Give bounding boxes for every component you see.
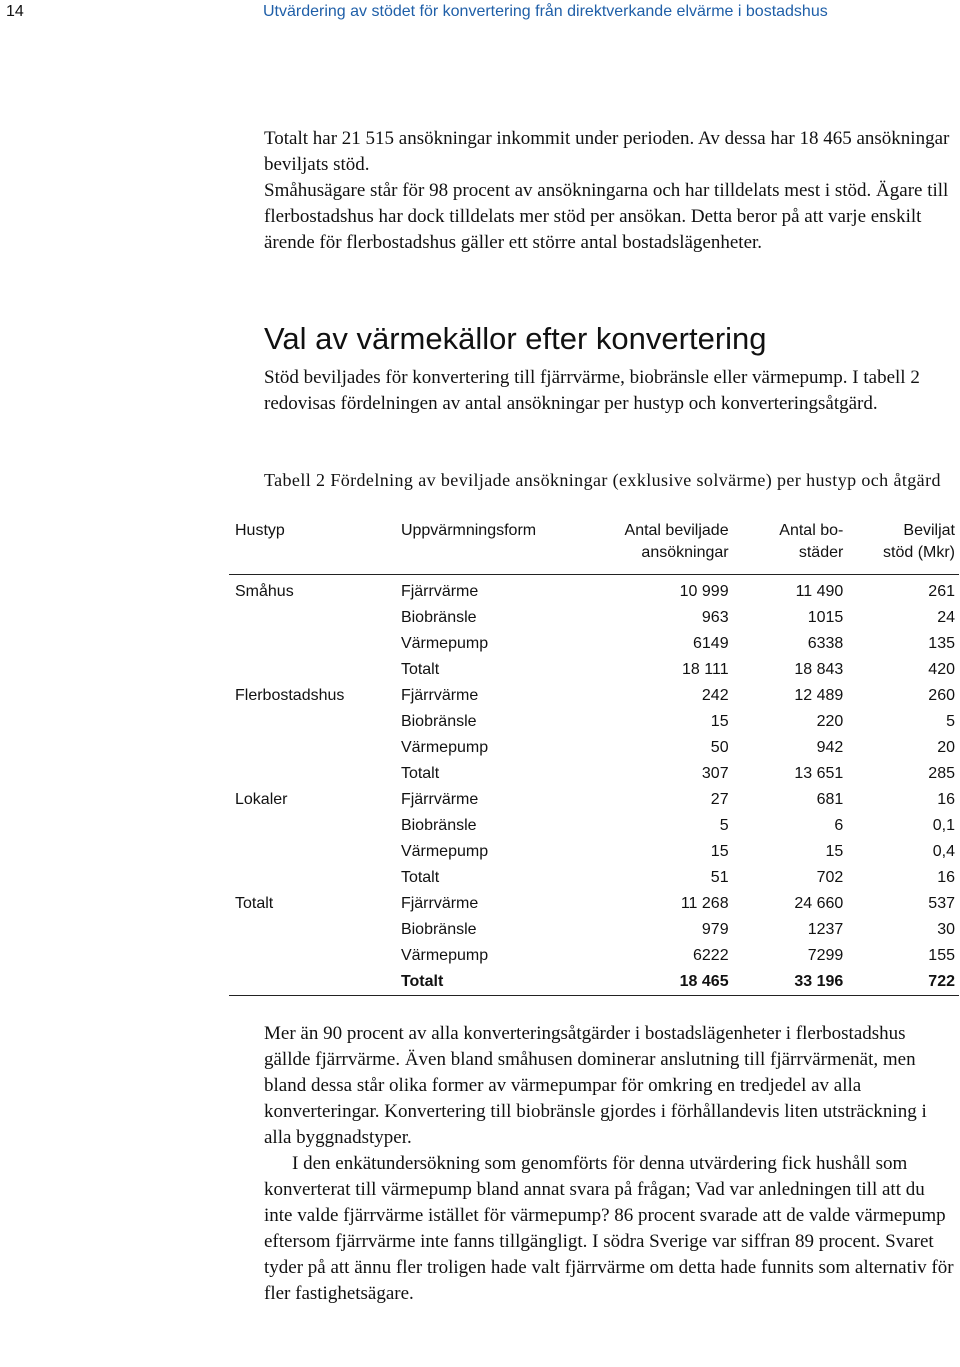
table-row (229, 657, 959, 683)
cell-hustyp (229, 839, 395, 865)
cell-stod: 16 (937, 791, 955, 808)
cell-form: Fjärrvärme (400, 791, 479, 808)
header-line: ansökningar (641, 544, 729, 561)
cell-hustyp (229, 761, 395, 787)
table-body (229, 575, 959, 996)
cell-stod: 420 (928, 661, 955, 678)
cell-stod: 155 (928, 947, 955, 964)
section-text: Stöd beviljades för konvertering till fjärrvärme, biobränsle eller värmepump. I tabell 2 redovisas fördelningen av antal ansökningar per hustyp och konverteringsåtgärd. (264, 367, 920, 414)
cell-antal: 963 (701, 609, 729, 626)
header-beviljat-stod (847, 520, 959, 575)
cell-bostader: 13 651 (794, 765, 844, 782)
cell-hustyp (229, 735, 395, 761)
cell-antal: 979 (701, 921, 729, 938)
cell-hustyp (229, 813, 395, 839)
cell-bostader: 11 490 (795, 583, 844, 600)
cell-stod: 537 (928, 895, 955, 912)
running-header: Utvärdering av stödet för konvertering från direktverkande elvärme i bostadshus (263, 3, 828, 20)
cell-stod: 135 (928, 635, 955, 652)
cell-antal: 10 999 (679, 583, 729, 600)
table-row (229, 865, 959, 891)
cell-form: Totalt (400, 765, 440, 782)
cell-hustyp (229, 657, 395, 683)
cell-stod: 5 (946, 713, 955, 730)
cell-bostader: 1015 (807, 609, 844, 626)
cell-antal: 5 (719, 817, 729, 834)
table-header-row (229, 520, 959, 575)
cell-form: Biobränsle (400, 713, 477, 730)
table-row (229, 787, 959, 813)
cell-form: Biobränsle (400, 921, 477, 938)
cell-stod: 30 (937, 921, 955, 938)
table-row (229, 943, 959, 969)
cell-bostader: 220 (816, 713, 844, 730)
header-line: Antal beviljade (624, 522, 729, 539)
cell-stod: 260 (928, 687, 955, 704)
cell-bostader: 6338 (807, 635, 844, 652)
closing-text (264, 1021, 954, 1307)
table-row (229, 631, 959, 657)
paragraph: Småhusägare står för 98 procent av ansökningarna och har tilldelats mest i stöd. Ägare till flerbostadshus har dock tilldelats mer stöd per ansökan. Detta beror på att varje enskilt ärende för flerbostadshus gäller ett större antal bostadslägenheter. (264, 180, 949, 253)
cell-hustyp: Flerbostadshus (235, 687, 345, 704)
header-uppvarmningsform: Uppvärmningsform (400, 522, 537, 539)
cell-form: Värmepump (400, 635, 489, 652)
table-row (229, 683, 959, 709)
cell-bostader: 24 660 (794, 895, 844, 912)
table-row (229, 839, 959, 865)
cell-form: Värmepump (400, 947, 489, 964)
cell-form: Totalt (400, 973, 444, 990)
header-line: Beviljat (903, 522, 955, 539)
cell-bostader: 942 (816, 739, 844, 756)
cell-form: Totalt (400, 661, 440, 678)
table-row (229, 709, 959, 735)
cell-antal: 18 465 (679, 973, 729, 990)
cell-hustyp (229, 631, 395, 657)
cell-hustyp (229, 865, 395, 891)
header-antal-ansokningar (581, 520, 732, 575)
cell-antal: 18 111 (682, 661, 729, 678)
cell-stod: 0,4 (932, 843, 955, 860)
data-table (229, 520, 959, 996)
header-line: Antal bo- (779, 522, 844, 539)
cell-form: Fjärrvärme (400, 895, 479, 912)
cell-hustyp (229, 943, 395, 969)
section-heading: Val av värmekällor efter konvertering (264, 321, 767, 356)
cell-form: Biobränsle (400, 609, 477, 626)
cell-stod: 24 (937, 609, 955, 626)
cell-hustyp: Lokaler (235, 791, 288, 808)
cell-bostader: 33 196 (794, 973, 844, 990)
table-row (229, 605, 959, 631)
cell-bostader: 6 (834, 817, 844, 834)
table-row (229, 813, 959, 839)
cell-bostader: 15 (825, 843, 844, 860)
header-line: städer (798, 544, 844, 561)
cell-antal: 307 (701, 765, 729, 782)
cell-stod: 20 (937, 739, 955, 756)
cell-bostader: 681 (816, 791, 844, 808)
cell-hustyp (229, 605, 395, 631)
paragraph: Totalt har 21 515 ansökningar inkommit under perioden. Av dessa har 18 465 ansökningar beviljats stöd. (264, 128, 950, 175)
cell-form: Fjärrvärme (400, 583, 479, 600)
cell-stod: 285 (928, 765, 955, 782)
cell-form: Fjärrvärme (400, 687, 479, 704)
paragraph: Mer än 90 procent av alla konverteringsåtgärder i bostadslägenheter i flerbostadshus gällde fjärrvärme. Även bland småhusen dominerar anslutning till fjärrvärmenät, men bland dessa står olika former av värmepumpar för omkring en tredjedel av alla konverteringar. Konvertering till biobränsle gjordes i förhållandevis liten utsträckning i alla byggnadstyper. (264, 1023, 927, 1148)
cell-antal: 15 (710, 843, 729, 860)
cell-antal: 15 (710, 713, 729, 730)
cell-stod: 0,1 (932, 817, 955, 834)
cell-bostader: 1237 (807, 921, 844, 938)
cell-bostader: 12 489 (794, 687, 844, 704)
cell-hustyp: Småhus (235, 583, 294, 600)
cell-hustyp (229, 709, 395, 735)
cell-antal: 242 (701, 687, 729, 704)
cell-form: Biobränsle (400, 817, 477, 834)
cell-form: Värmepump (400, 843, 489, 860)
cell-stod: 722 (928, 973, 955, 990)
table-row (229, 891, 959, 917)
table-row (229, 575, 959, 606)
cell-antal: 6149 (693, 635, 729, 652)
table-caption: Tabell 2 Fördelning av beviljade ansökningar (exklusive solvärme) per hustyp och åtgärd (264, 470, 941, 490)
cell-hustyp (229, 917, 395, 943)
cell-bostader: 18 843 (794, 661, 844, 678)
page-number: 14 (6, 3, 24, 20)
cell-antal: 27 (710, 791, 729, 808)
paragraph: I den enkätundersökning som genomförts för denna utvärdering fick hushåll som konverterat till värmepump bland annat svara på frågan; Vad var anledningen till att du inte valde fjärrvärme istället för värmepump? 86 procent svarade att de valde värmepump eftersom fjärrvärme inte fanns tillgängligt. I södra Sverige var siffran 89 procent. Svaret tyder på att ännu fler troligen hade valt fjärrvärme om detta hade funnits som alternativ för fler fastighetsägare. (264, 1153, 954, 1304)
cell-hustyp: Totalt (235, 895, 274, 912)
cell-stod: 16 (937, 869, 955, 886)
header-antal-bostader (733, 520, 848, 575)
cell-antal: 50 (710, 739, 729, 756)
cell-stod: 261 (928, 583, 955, 600)
intro-text (264, 126, 954, 256)
table-row (229, 761, 959, 787)
cell-form: Värmepump (400, 739, 489, 756)
cell-hustyp (229, 969, 395, 996)
cell-antal: 6222 (693, 947, 729, 964)
header-hustyp: Hustyp (235, 522, 285, 539)
cell-antal: 11 268 (680, 895, 729, 912)
cell-form: Totalt (400, 869, 440, 886)
cell-antal: 51 (710, 869, 729, 886)
cell-bostader: 702 (816, 869, 844, 886)
table-row (229, 969, 959, 996)
table-row (229, 735, 959, 761)
table-row (229, 917, 959, 943)
cell-bostader: 7299 (807, 947, 844, 964)
header-line: stöd (Mkr) (883, 544, 955, 561)
